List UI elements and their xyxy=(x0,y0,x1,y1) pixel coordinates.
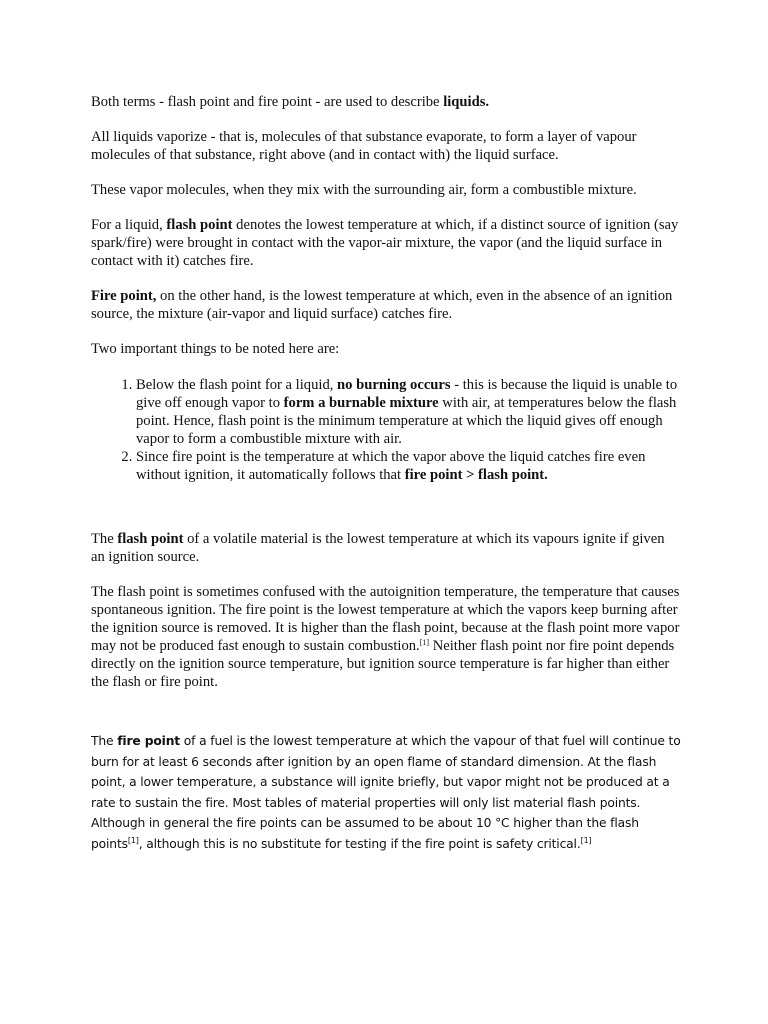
list-item xyxy=(136,448,681,484)
list-item xyxy=(136,376,681,448)
bold-text: no burning occurs xyxy=(337,377,451,393)
numbered-list xyxy=(91,376,681,484)
paragraph-autoignition xyxy=(91,583,681,691)
text: The xyxy=(91,734,118,748)
bold-text: flash point xyxy=(166,217,233,233)
text: Both terms - flash point and fire point - are used to describe xyxy=(91,94,444,110)
paragraph-list-intro xyxy=(91,340,681,358)
text: of a fuel is the lowest temperature at which the vapour of that fuel will continue to burn for at least 6 seconds after ignition by an open flame of standard dimension. At the flash point, a lower temperature, a substance will ignite briefly, but vapor might not be produced at a rate to sustain the fire. Most tables of material properties will only list material flash points. Although in general the fire points can be assumed to be about 10 °C higher than the flash points xyxy=(91,734,681,851)
paragraph-vapor-molecules xyxy=(91,181,681,199)
bold-text: fire point > flash point. xyxy=(404,467,548,483)
document-body xyxy=(91,93,681,854)
text: on the other hand, is the lowest temperature at which, even in the absence of an ignition source, the mixture (air-vapor and liquid surface) catches fire. xyxy=(91,288,673,322)
bold-text: Fire point, xyxy=(91,288,157,304)
text: Neither flash point nor fire point depends directly on the ignition source temperature, but ignition source temperature is far higher than either the flash or fire point. xyxy=(91,638,675,690)
text: The xyxy=(91,531,118,547)
paragraph-intro xyxy=(91,93,681,111)
bold-text: form a burnable mixture xyxy=(283,395,439,411)
bold-text: liquids. xyxy=(443,94,490,110)
paragraph-flash-point-definition xyxy=(91,216,681,270)
citation-link[interactable]: [1] xyxy=(127,835,139,845)
paragraph-vaporize xyxy=(91,128,681,164)
text: - this is because the liquid is unable to give off enough vapor to xyxy=(136,377,678,411)
citation-link[interactable]: [1] xyxy=(580,835,592,845)
text: of a volatile material is the lowest temperature at which its vapours ignite if given an ignition source. xyxy=(91,531,665,565)
text: with air, at temperatures below the flash point. Hence, flash point is the minimum temperature at which the liquid gives off enough vapor to form a combustible mixture with air. xyxy=(136,395,677,447)
text: , although this is no substitute for testing if the fire point is safety critical. xyxy=(138,836,581,851)
paragraph-fire-point-fuel xyxy=(91,731,681,854)
text: The flash point is sometimes confused with the autoignition temperature, the temperature that causes spontaneous ignition. The fire point is the lowest temperature at which the vapors keep burning after the ignition source is removed. It is higher than the flash point, because at the flash point more vapor may not be produced fast enough to sustain combustion. xyxy=(91,584,680,654)
text: All liquids vaporize - that is, molecules of that substance evaporate, to form a layer of vapour molecules of that substance, right above (and in contact with) the liquid surface. xyxy=(91,129,637,163)
text: Below the flash point for a liquid, xyxy=(136,377,338,393)
text: Since fire point is the temperature at which the vapor above the liquid catches fire even without ignition, it automatically follows that xyxy=(136,449,646,483)
text: These vapor molecules, when they mix with the surrounding air, form a combustible mixture. xyxy=(91,182,637,198)
paragraph-flash-point-volatile xyxy=(91,530,681,566)
text: For a liquid, xyxy=(91,217,167,233)
paragraph-fire-point-definition xyxy=(91,287,681,323)
bold-text: flash point xyxy=(117,531,184,547)
text: Two important things to be noted here are: xyxy=(91,341,340,357)
citation-link[interactable]: [1] xyxy=(419,638,430,647)
text: denotes the lowest temperature at which, if a distinct source of ignition (say spark/fire) were brought in contact with the vapor-air mixture, the vapor (and the liquid surface in contact with it) catches fire. xyxy=(91,217,679,269)
bold-text: fire point xyxy=(117,734,181,748)
